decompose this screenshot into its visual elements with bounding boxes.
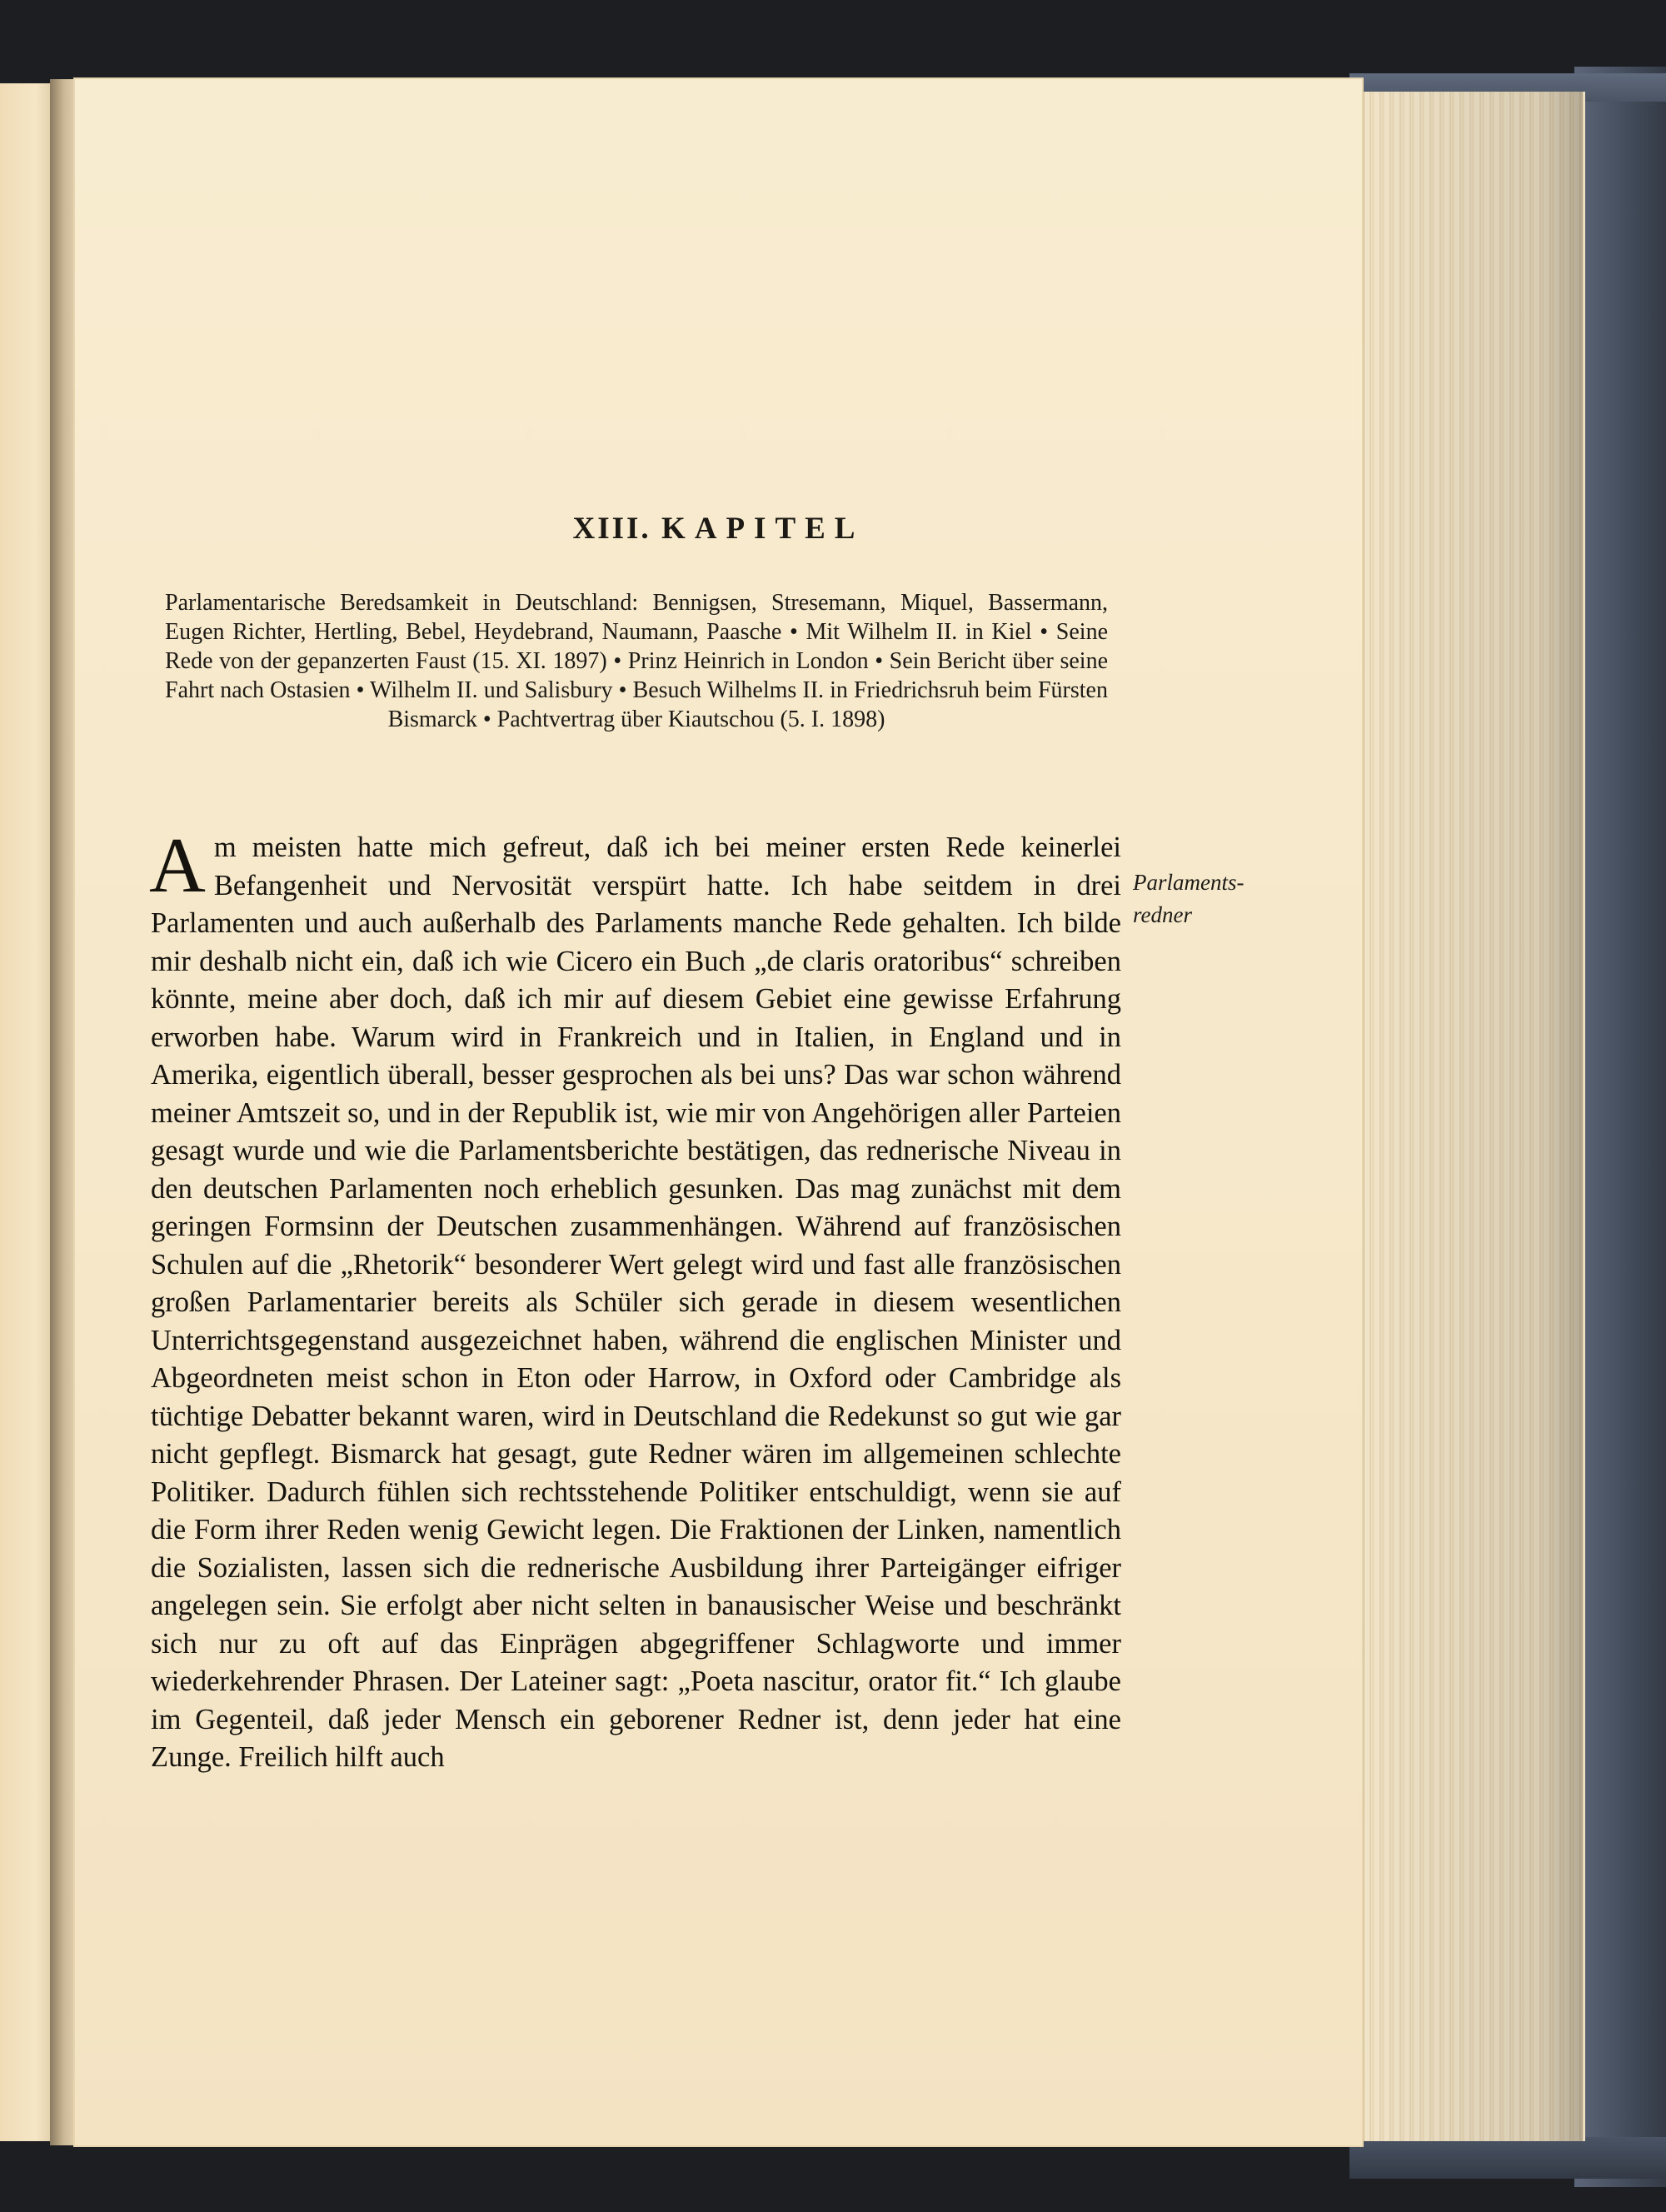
margin-note-line-1: Parlaments- — [1133, 870, 1245, 895]
page-edges-shadow — [1362, 92, 1583, 2141]
book-cover-bottom — [1349, 2137, 1666, 2179]
chapter-summary: Parlamentarische Beredsamkeit in Deutschland: Bennigsen, Stresemann, Miquel, Bassermann, Eugen Richter, Hertling, Bebel, Heydebrand, Naumann, Paasche • Mit Wilhelm II. in Kiel • Seine Rede von der gepanzerten Faust (15. XI. 1897) • Prinz Heinrich in London • Sein Bericht über seine Fahrt nach Ostasien • Wilhelm II. und Salisbury • Besuch Wilhelms II. in Friedrichsruh beim Fürsten Bismarck • Pachtvertrag über Kiautschou (5. I. 1898) — [165, 590, 1108, 732]
book-cover — [1574, 67, 1666, 2187]
body-paragraph: m meisten hatte mich gefreut, daß ich bei meiner ersten Rede keinerlei Befangenheit und Nervosität verspürt hatte. Ich habe seitdem in drei Parlamenten und auch außerhalb des Parlaments manche Rede gehalten. Ich bilde mir deshalb nicht ein, daß ich wie Cicero ein Buch „de claris oratoribus“ schreiben könnte, meine aber doch, daß ich mir auf diesem Gebiet eine gewisse Erfahrung erworben habe. Warum wird in Frankreich und in Italien, in England und in Amerika, eigentlich überall, besser gesprochen als bei uns? Das war schon während meiner Amtszeit so, und in der Republik ist, wie mir von Angehörigen aller Parteien gesagt wurde und wie die Parlamentsberichte bestätigen, das rednerische Niveau in den deutschen Parlamenten noch erheblich gesunken. Das mag zunächst mit dem geringen Formsinn der Deutschen zusammenhängen. Während auf französischen Schulen auf die „Rhetorik“ besonderer Wert gelegt wird und fast alle französischen großen Parlamentarier bereits als Schüler sich gerade in diesem wesentlichen Unterrichtsgegenstand ausgezeichnet haben, während die englischen Minister und Abgeordneten meist schon in Eton oder Harrow, in Oxford oder Cambridge als tüchtige Debatter bekannt waren, wird in Deutschland die Redekunst so gut wie gar nicht gepflegt. Bismarck hat gesagt, gute Redner wären im allgemeinen schlechte Politiker. Dadurch fühlen sich rechtsstehende Politiker entschuldigt, wenn sie auf die Form ihrer Reden wenig Gewicht legen. Die Fraktionen der Linken, namentlich die Sozialisten, lassen sich die rednerische Ausbildung ihrer Parteigänger eifriger angelegen sein. Sie erfolgt aber nicht selten in banausischer Weise und beschränkt sich nur zu oft auf das Einprägen abgegriffener Schlagworte und immer wiederkehrender Phrasen. Der Lateiner sagt: „Poeta nascitur, orator fit.“ Ich glaube im Gegenteil, daß jeder Mensch ein geborener Redner ist, denn jeder hat eine Zunge. Freilich hilft auch — [151, 831, 1121, 1773]
drop-cap: A — [149, 822, 206, 909]
chapter-numeral: XIII. — [572, 512, 651, 546]
body-text — [149, 822, 1121, 1777]
chapter-word: KAPITEL — [661, 512, 865, 546]
margin-note-line-2: redner — [1133, 902, 1192, 927]
chapter-heading — [75, 511, 1362, 547]
margin-note — [1133, 866, 1266, 931]
